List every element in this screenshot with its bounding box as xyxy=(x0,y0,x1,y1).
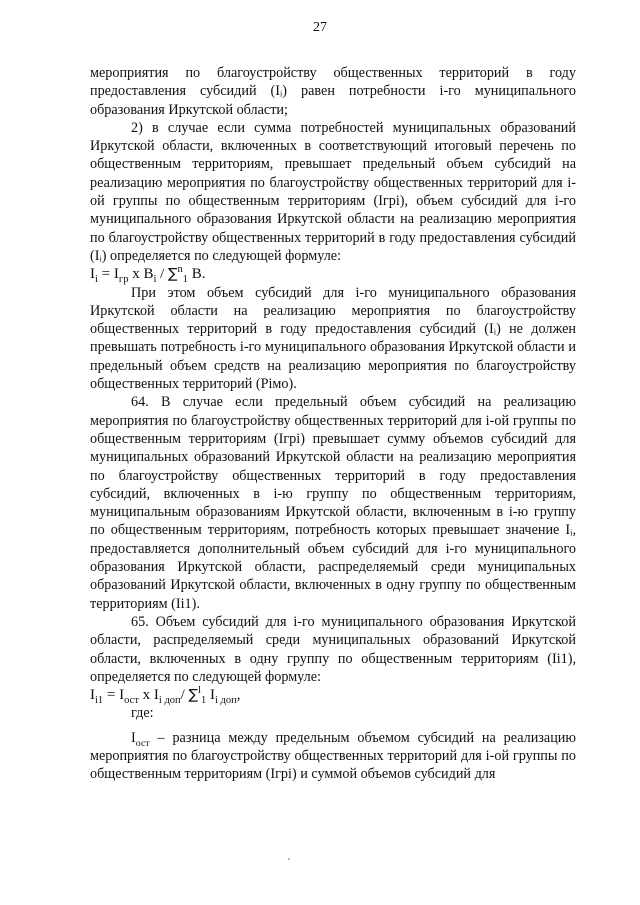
scan-speck xyxy=(288,858,290,860)
formula-1: $I_i = I_{гр}$ x $B_i / \sum^n_1$ B. xyxy=(90,264,206,286)
where-label: где: xyxy=(131,705,154,722)
formula-2: $I_{i1} = I_{ост}$ x $I_{i доп}/$ ∑$^l_1$ $I_{i доп}$, xyxy=(90,685,241,707)
definition-i-ost: $I_{ост}$ – разница между предельным объемом субсидий на реализацию мероприятия по благоустройству общественных территорий для i-ой группы по общественным территориям (Iгрi) и суммой объемов субсидий для xyxy=(90,729,576,783)
paragraph-64: 64. В случае если предельный объем субсидий на реализацию мероприятия по благоустройству общественных территорий для i-ой группы по общественным территориям (Iгрi) превышает сумму объемов субсидий для муниципальных образований Иркутской области на реализацию мероприятия по благоустройству общественных территорий в году предоставления субсидий, включенных в i-ю группу по общественным территориям, муниципальным образованиям Иркутской области, включенным в i-ю группу по общественным территориям, потребность которых превышает значение Iᵢ, предоставляется дополнительный объем субсидий для i-го муниципального образования Иркутской области, распределяемый среди муниципальных образований Иркутской области, включенных в одну группу по общественным территориям (Ii1). xyxy=(90,394,576,612)
page-number: 27 xyxy=(313,20,327,35)
paragraph-intro: мероприятия по благоустройству общественных территорий в году предоставления субсидий (Iᵢ) равен потребности i-го муниципального образования Иркутской области; xyxy=(90,65,576,118)
paragraph-case-2: 2) в случае если сумма потребностей муниципальных образований Иркутской области, включенных в соответствующий итоговый перечень по общественным территориям, превышает предельный объем субсидий на реализацию мероприятия по благоустройству общественных территорий для i-ой группы по общественным территориям (Iгрi), объем субсидий для i-го муниципального образования Иркутской области на реализацию мероприятия по благоустройству общественных территорий в году предоставления субсидий (Iᵢ) определяется по следующей формуле: xyxy=(90,119,576,264)
paragraph-limit: При этом объем субсидий для i-го муниципального образования Иркутской области на реализацию мероприятия по благоустройству общественных территорий в году предоставления субсидий (Iᵢ) не должен превышать потребность i-го муниципального образования Иркутской области и предельный объем средств на реализацию мероприятия по благоустройству общественных территорий (Piмо). xyxy=(90,284,576,393)
paragraph-65: 65. Объем субсидий для i-го муниципального образования Иркутской области, распределяемый среди муниципальных образований Иркутской области, включенных в одну группу по общественным территориям (Ii1), определяется по следующей формуле: xyxy=(90,613,576,685)
document-body xyxy=(90,64,576,784)
